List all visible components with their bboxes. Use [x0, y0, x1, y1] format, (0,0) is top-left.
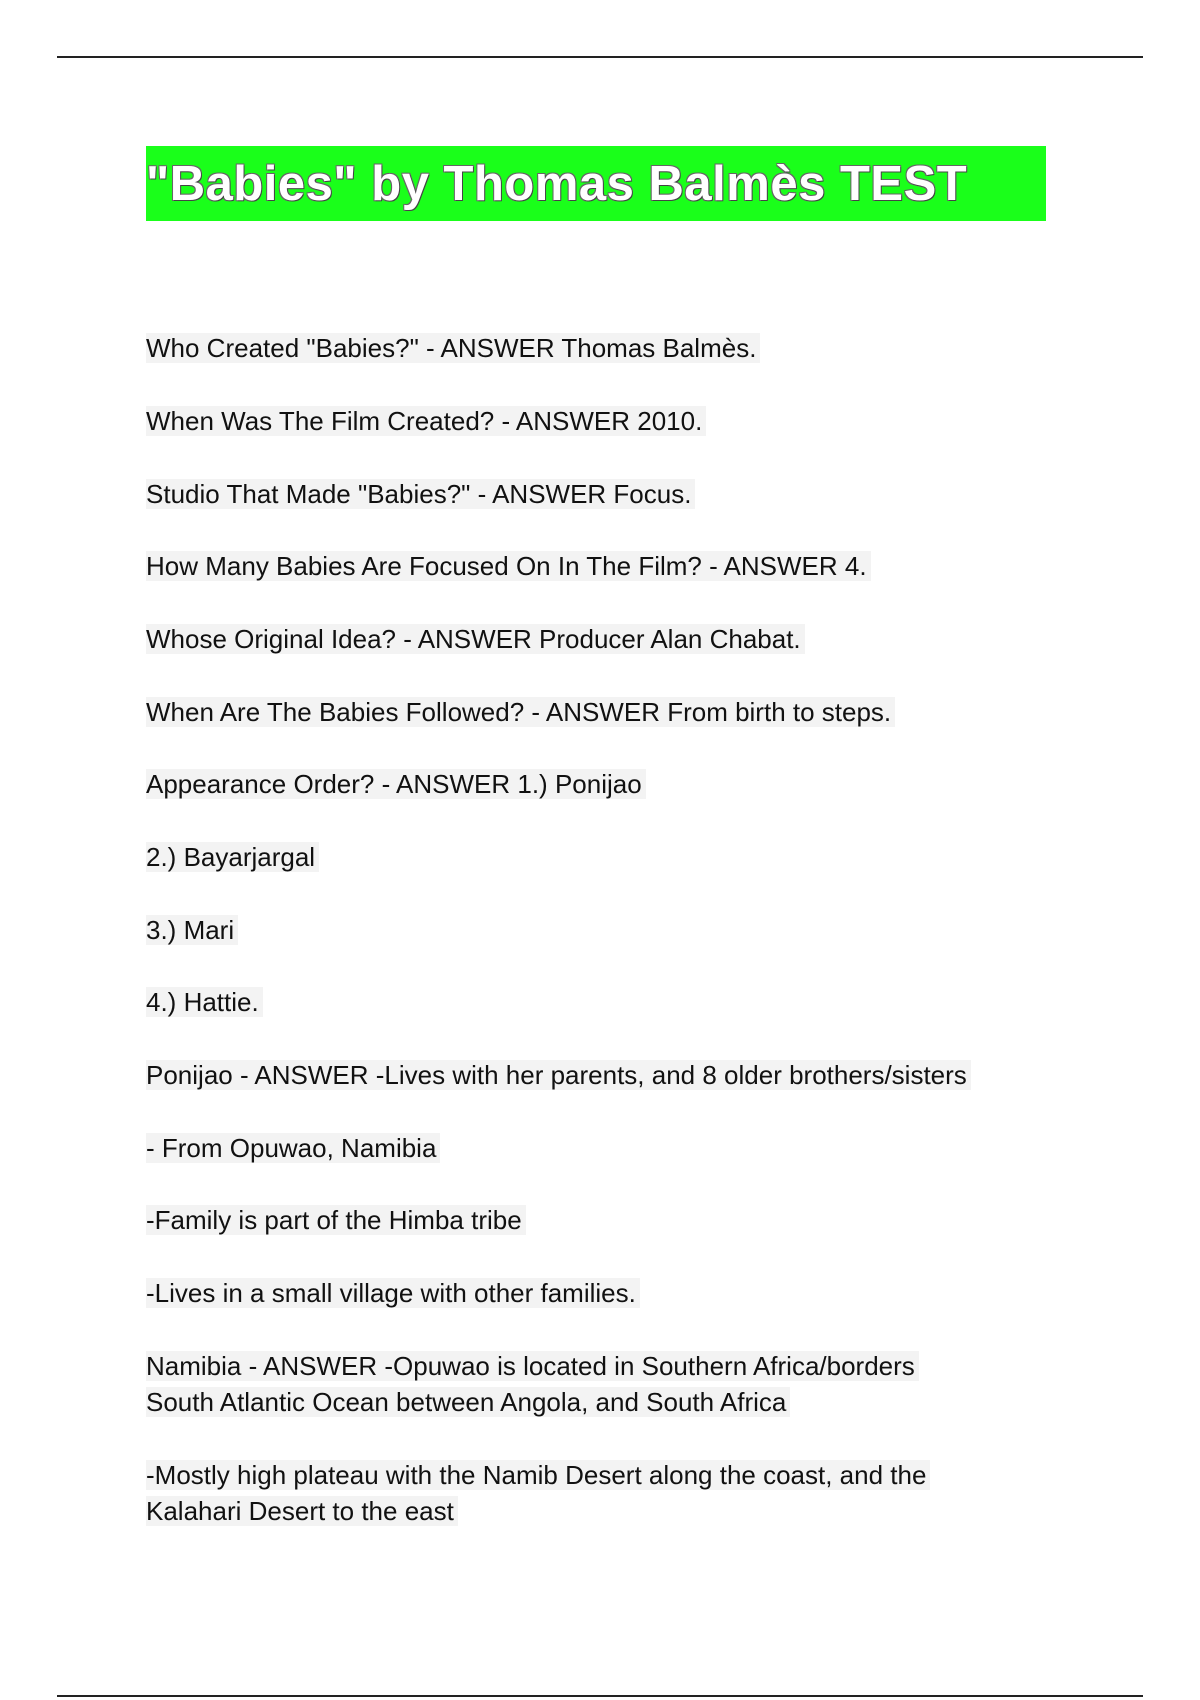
qa-line: Studio That Made "Babies?" - ANSWER Focus.	[146, 476, 695, 512]
detail-line: -Lives in a small village with other families.	[146, 1275, 640, 1311]
qa-line: How Many Babies Are Focused On In The Film? - ANSWER 4.	[146, 548, 871, 584]
list-item: 2.) Bayarjargal	[146, 839, 319, 875]
qa-line: Ponijao - ANSWER -Lives with her parents, and 8 older brothers/sisters	[146, 1057, 971, 1093]
qa-line: Appearance Order? - ANSWER 1.) Ponijao	[146, 766, 646, 802]
qa-line: When Was The Film Created? - ANSWER 2010.	[146, 403, 706, 439]
detail-line-continued: Kalahari Desert to the east	[146, 1493, 458, 1529]
qa-line: When Are The Babies Followed? - ANSWER From birth to steps.	[146, 694, 895, 730]
document-title: "Babies" by Thomas Balmès TEST	[146, 157, 968, 211]
bottom-rule	[57, 1695, 1143, 1697]
qa-line-continued: South Atlantic Ocean between Angola, and South Africa	[146, 1384, 790, 1420]
qa-line: Namibia - ANSWER -Opuwao is located in Southern Africa/borders	[146, 1348, 919, 1384]
top-rule	[57, 56, 1143, 58]
qa-line: Who Created "Babies?" - ANSWER Thomas Balmès.	[146, 330, 760, 366]
qa-line: Whose Original Idea? - ANSWER Producer Alan Chabat.	[146, 621, 805, 657]
list-item: 4.) Hattie.	[146, 984, 263, 1020]
detail-line: -Mostly high plateau with the Namib Desert along the coast, and the	[146, 1457, 930, 1493]
detail-line: -Family is part of the Himba tribe	[146, 1202, 526, 1238]
list-item: 3.) Mari	[146, 912, 238, 948]
detail-line: - From Opuwao, Namibia	[146, 1130, 440, 1166]
